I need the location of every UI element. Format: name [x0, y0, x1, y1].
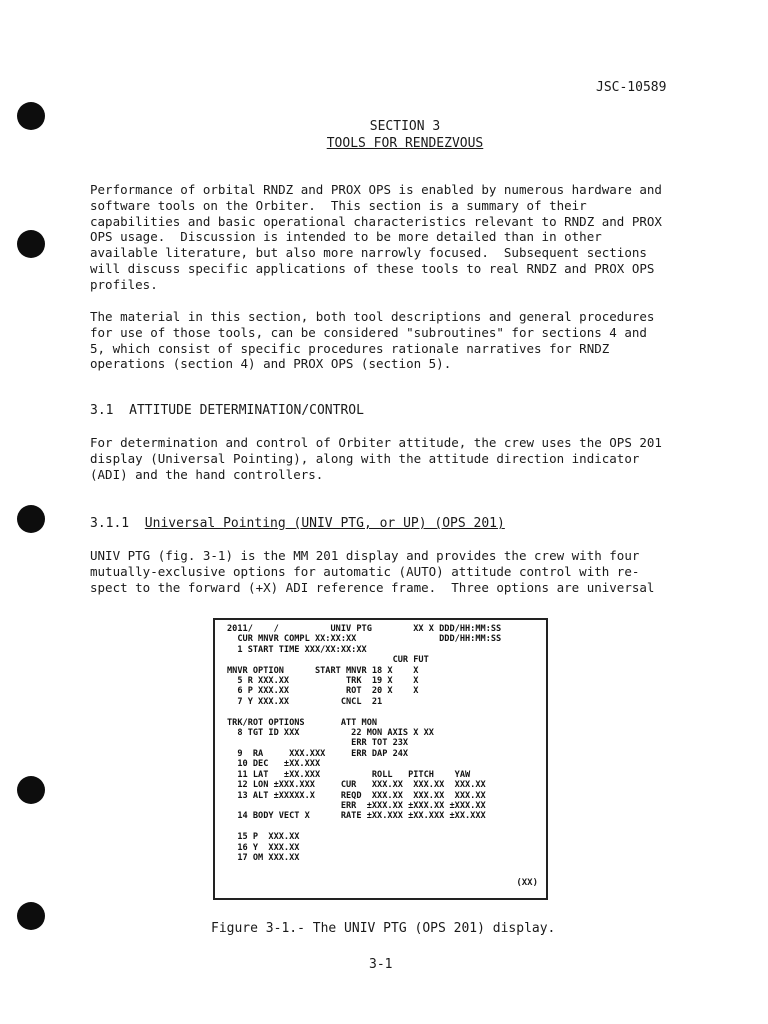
binder-hole-3	[17, 505, 45, 533]
display-line: MNVR OPTION START MNVR 18 X X	[227, 665, 419, 676]
display-line: CUR FUT	[227, 655, 429, 666]
display-line: TRK/ROT OPTIONS ATT MON	[227, 717, 378, 728]
display-line: 13 ALT ±XXXXX.X REQD XXX.XX XXX.XX XXX.XX	[227, 790, 486, 801]
intro-paragraph: Performance of orbital RNDZ and PROX OPS is enabled by numerous hardware and software tools on the Orbiter. This section is a summary of their capabilities and basic operational characteristics relevant to RNDZ and PROX OPS usage. Discussion is intended to be more detailed than in other available literature, but also more narrowly focused. Subsequent sections will discuss specific applications of these tools to real RNDZ and PROX OPS profiles.	[90, 182, 662, 292]
section-header	[300, 118, 510, 152]
display-text	[227, 624, 501, 863]
display-badge: (XX)	[516, 878, 538, 888]
heading-3-1-number: 3.1	[90, 403, 130, 418]
display-line: 8 TGT ID XXX 22 MON AXIS X XX	[227, 728, 434, 739]
section-number: SECTION 3	[369, 119, 441, 134]
display-line: 2011/ / UNIV PTG XX X DDD/HH:MM:SS	[227, 624, 502, 634]
display-line: 1 START TIME XXX/XX:XX:XX	[227, 644, 367, 655]
display-line: 5 R XXX.XX TRK 19 X X	[227, 676, 419, 687]
binder-hole-4	[17, 776, 45, 804]
document-id: JSC-10589	[596, 80, 667, 95]
binder-hole-2	[17, 230, 45, 258]
display-line: 12 LON ±XXX.XXX CUR XXX.XX XXX.XX XXX.XX	[227, 780, 486, 791]
display-line: 14 BODY VECT X RATE ±XX.XXX ±XX.XXX ±XX.XXX	[227, 811, 486, 822]
attitude-paragraph: For determination and control of Orbiter attitude, the crew uses the OPS 201 display (Universal Pointing), along with the attitude direction indicator (ADI) and the hand controllers.	[90, 435, 662, 482]
section-title: TOOLS FOR RENDEZVOUS	[326, 136, 484, 151]
display-line: 15 P XXX.XX	[227, 832, 300, 843]
display-line: ERR ±XXX.XX ±XXX.XX ±XXX.XX	[227, 800, 486, 811]
binder-hole-5	[17, 902, 45, 930]
heading-3-1	[90, 403, 364, 419]
display-line: 9 RA XXX.XXX ERR DAP 24X	[227, 748, 409, 759]
display-line: 6 P XXX.XX ROT 20 X X	[227, 686, 419, 697]
display-line: 7 Y XXX.XX CNCL 21	[227, 696, 383, 707]
heading-3-1-1-title: Universal Pointing (UNIV PTG, or UP) (OPS 201)	[144, 516, 505, 531]
heading-3-1-1-number: 3.1.1	[90, 516, 145, 531]
display-line: 10 DEC ±XX.XXX	[227, 759, 321, 770]
display-line: 17 OM XXX.XX	[227, 852, 300, 863]
univ-ptg-display-figure	[213, 618, 548, 900]
material-paragraph: The material in this section, both tool descriptions and general procedures for use of those tools, can be considered "subroutines" for sections 4 and 5, which consist of specific procedures rationale narratives for RNDZ operations (section 4) and PROX OPS (section 5).	[90, 309, 655, 372]
univ-ptg-paragraph: UNIV PTG (fig. 3-1) is the MM 201 display and provides the crew with four mutually-exclusive options for automatic (AUTO) attitude control with re- spect to the forward (+X) ADI reference frame. Three options are universal	[90, 548, 655, 595]
page-number: 3-1	[369, 957, 393, 972]
heading-3-1-title: ATTITUDE DETERMINATION/CONTROL	[129, 403, 364, 418]
display-line: 16 Y XXX.XX	[227, 842, 300, 853]
binder-hole-1	[17, 102, 45, 130]
figure-caption: Figure 3-1.- The UNIV PTG (OPS 201) display.	[211, 921, 556, 936]
display-line: ERR TOT 23X	[227, 738, 409, 749]
heading-3-1-1	[90, 516, 505, 532]
display-line: CUR MNVR COMPL XX:XX:XX DDD/HH:MM:SS	[227, 634, 502, 645]
display-line: 11 LAT ±XX.XXX ROLL PITCH YAW	[227, 769, 471, 780]
